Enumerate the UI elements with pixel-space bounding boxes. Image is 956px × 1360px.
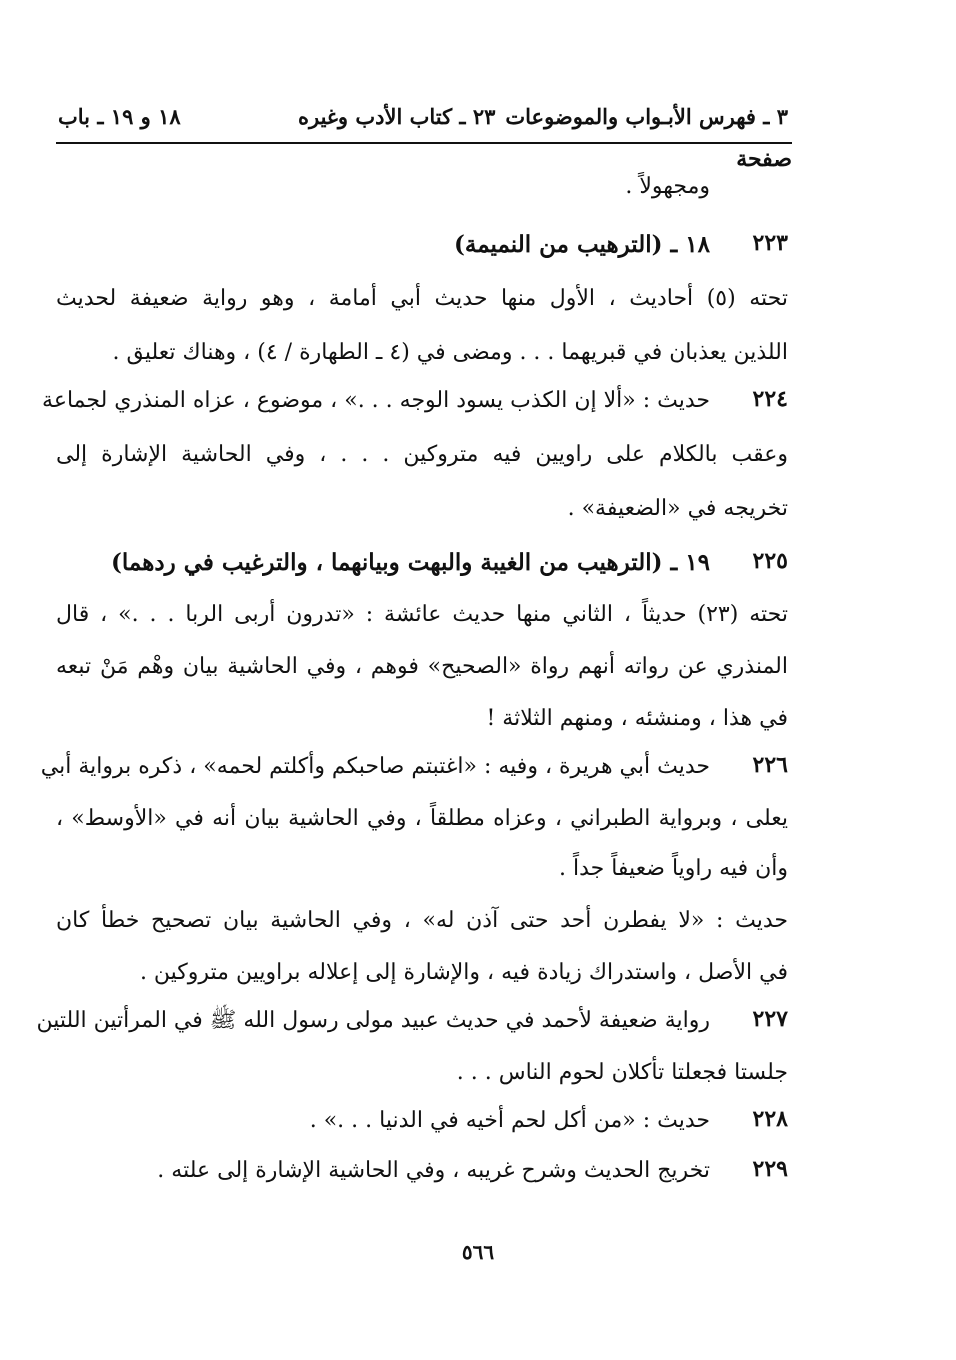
header-rule [56,142,792,144]
entry-line: في الأصل ، واستدراك زيادة فيه ، والإشارة إلى إعلاله براويين متروكين . [139,960,788,985]
entry-page-number: ٢٢٣ [752,230,788,256]
entry-page-number: ٢٢٨ [752,1106,788,1132]
chapter-heading: ١٩ ـ (الترهيب من الغيبة والبهت وبيانهما ، والترغيب في ردهما) [111,549,710,576]
entry-line: اللذين يعذبان في قبريهما . . . ومضى في (٤ ـ الطهارة / ٤) ، وهناك تعليق . [112,340,788,365]
entry-line: تخريج الحديث وشرح غريبه ، وفي الحاشية الإشارة إلى علته . [157,1158,710,1183]
running-header [58,104,788,140]
entry-line: في هذا ، ومنشئه ، ومنهم الثلاثة ! [486,706,788,731]
entry-line: حديث : «من أكل لحم أخيه في الدنيا . . .» . [309,1108,710,1133]
entry-line: تحته (٥) أحاديث ، الأول منها حديث أبي أمامة ، وهو رواية ضعيفة لحديث [56,286,788,311]
entry-line: رواية ضعيفة لأحمد في حديث عبيد مولى رسول الله ﷺ في المرأتين اللتين [36,1008,710,1033]
chapter-heading: ١٨ ـ (الترهيب من النميمة) [454,231,710,258]
entry-line: وعقب بالكلام على راويين فيه متروكين . . . ، وفي الحاشية الإشارة إلى [56,442,788,467]
header-book-title: ٢٣ ـ كتاب الأدب وغيره [298,104,496,129]
entry-line: جلستا فجعلتا تأكلان لحوم الناس . . . [456,1060,788,1085]
entry-line: حديث : «ألا إن الكذب يسود الوجه . . .» ، موضوع ، عزاه المنذري لجماعة [42,388,710,413]
header-section-title: ٣ ـ فهرس الأبـواب والموضوعات [505,104,788,129]
entry-line: يعلى ، وبرواية الطبراني ، وعزاه مطلقاً ، وفي الحاشية بيان أنه في «الأوسط» ، [56,806,788,831]
entry-page-number: ٢٢٩ [752,1156,788,1182]
entry-line: وأن فيه راوياً ضعيفاً جداً . [558,856,788,881]
entry-line: تخريجه في «الضعيفة» . [567,496,788,521]
entry-line: تحته (٢٣) حديثاً ، الثاني منها حديث عائشة : «تدرون أربى الربا . . .» ، قال [56,602,788,627]
entry-line: حديث أبي هريرة ، وفيه : «اغتبتم صاحبكم وأكلتم لحمه» ، ذكره برواية أبي [40,754,710,779]
page-number: ٥٦٦ [461,1240,495,1264]
entry-page-number: ٢٢٧ [752,1006,788,1032]
entry-line: حديث : «لا يفطرن أحد حتى آذن له» ، وفي الحاشية بيان تصحيح خطأ كان [56,908,788,933]
continuation-text: ومجهولاً . [625,174,710,199]
header-chapter-range: ١٨ و ١٩ ـ باب [58,104,181,129]
entry-page-number: ٢٢٦ [752,752,788,778]
entry-line: المنذري عن رواته أنهم رواة «الصحيح» فوهم ، وفي الحاشية بيان وهْم مَنْ تبعه [56,654,788,679]
entry-page-number: ٢٢٥ [752,548,788,574]
entry-page-number: ٢٢٤ [752,386,788,412]
page-column-label: صفحة [736,146,792,172]
